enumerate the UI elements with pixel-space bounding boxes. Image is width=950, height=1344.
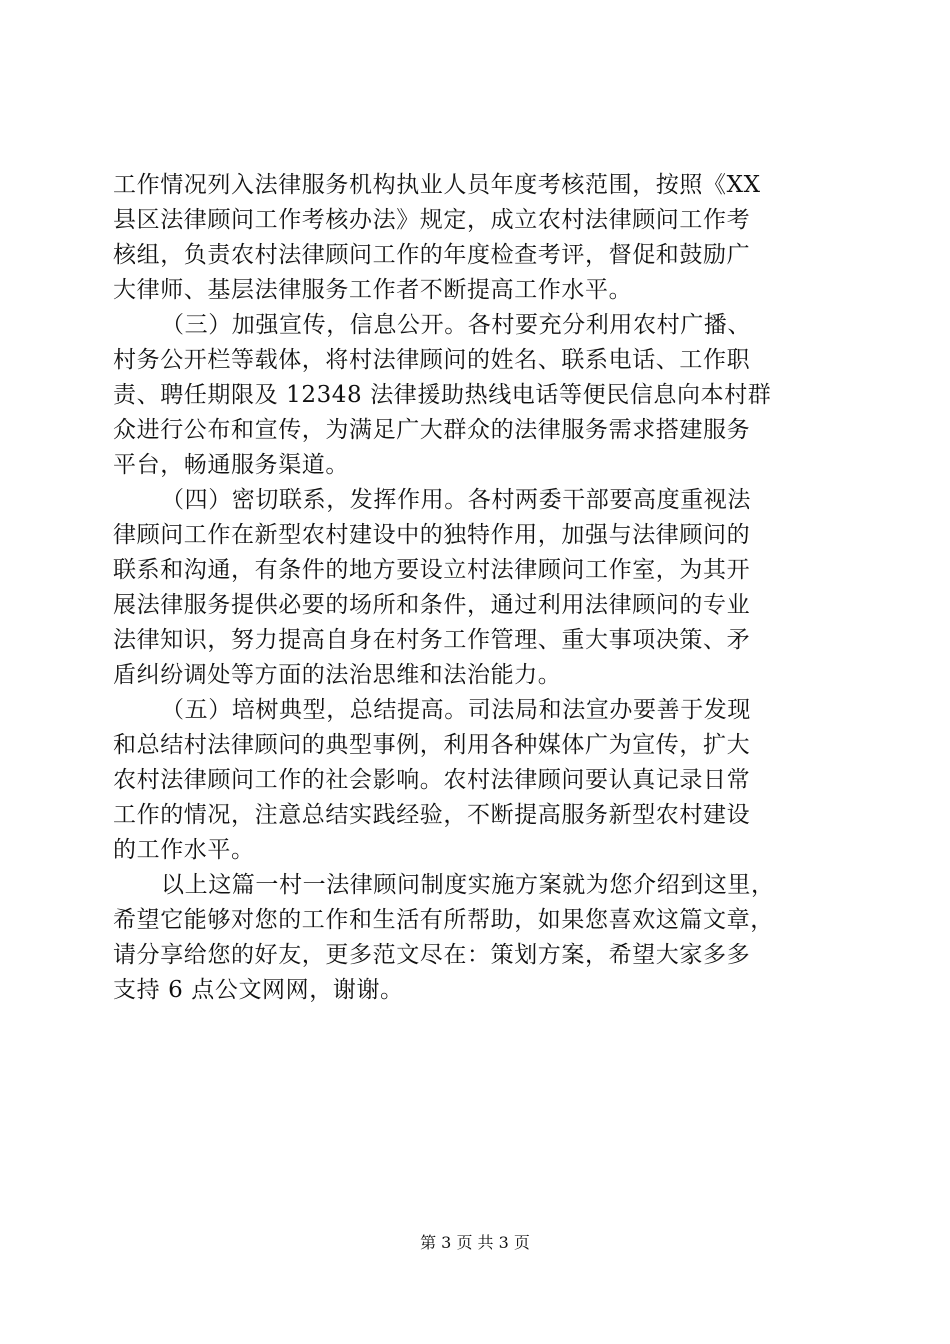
document-body [113, 168, 833, 1008]
body-line: 工作的情况，注意总结实践经验，不断提高服务新型农村建设 [113, 802, 751, 828]
body-line: 希望它能够对您的工作和生活有所帮助，如果您喜欢这篇文章， [113, 907, 774, 933]
body-line: 请分享给您的好友，更多范文尽在：策划方案，希望大家多多 [113, 942, 751, 968]
body-line: 责、聘任期限及 12348 法律援助热线电话等便民信息向本村群 [113, 382, 772, 408]
body-line: 农村法律顾问工作的社会影响。农村法律顾问要认真记录日常 [113, 767, 751, 793]
body-line: 盾纠纷调处等方面的法治思维和法治能力。 [113, 662, 562, 688]
body-line: 联系和沟通，有条件的地方要设立村法律顾问工作室，为其开 [113, 557, 751, 583]
body-line: 县区法律顾问工作考核办法》规定，成立农村法律顾问工作考 [113, 207, 751, 233]
body-line: 众进行公布和宣传，为满足广大群众的法律服务需求搭建服务 [113, 417, 751, 443]
body-line: 律顾问工作在新型农村建设中的独特作用，加强与法律顾问的 [113, 522, 751, 548]
section-heading-line: （四）密切联系，发挥作用。各村两委干部要高度重视法 [161, 487, 751, 513]
section-heading-line: （五）培树典型，总结提高。司法局和法宣办要善于发现 [161, 697, 751, 723]
body-line: 工作情况列入法律服务机构执业人员年度考核范围，按照《XX [113, 172, 761, 198]
body-line: 法律知识，努力提高自身在村务工作管理、重大事项决策、矛 [113, 627, 751, 653]
body-line: 核组，负责农村法律顾问工作的年度检查考评，督促和鼓励广 [113, 242, 751, 268]
body-line: 平台，畅通服务渠道。 [113, 452, 349, 478]
body-line: 展法律服务提供必要的场所和条件，通过利用法律顾问的专业 [113, 592, 751, 618]
body-line: 的工作水平。 [113, 837, 255, 863]
body-line: 村务公开栏等载体，将村法律顾问的姓名、联系电话、工作职 [113, 347, 751, 373]
section-heading-line: （三）加强宣传，信息公开。各村要充分利用农村广播、 [161, 312, 751, 338]
page-number-footer: 第 3 页 共 3 页 [420, 1233, 530, 1252]
body-line: 大律师、基层法律服务工作者不断提高工作水平。 [113, 277, 633, 303]
closing-paragraph-line: 以上这篇一村一法律顾问制度实施方案就为您介绍到这里， [161, 872, 775, 898]
body-line: 支持 6 点公文网网，谢谢。 [113, 977, 404, 1003]
body-line: 和总结村法律顾问的典型事例，利用各种媒体广为宣传，扩大 [113, 732, 751, 758]
